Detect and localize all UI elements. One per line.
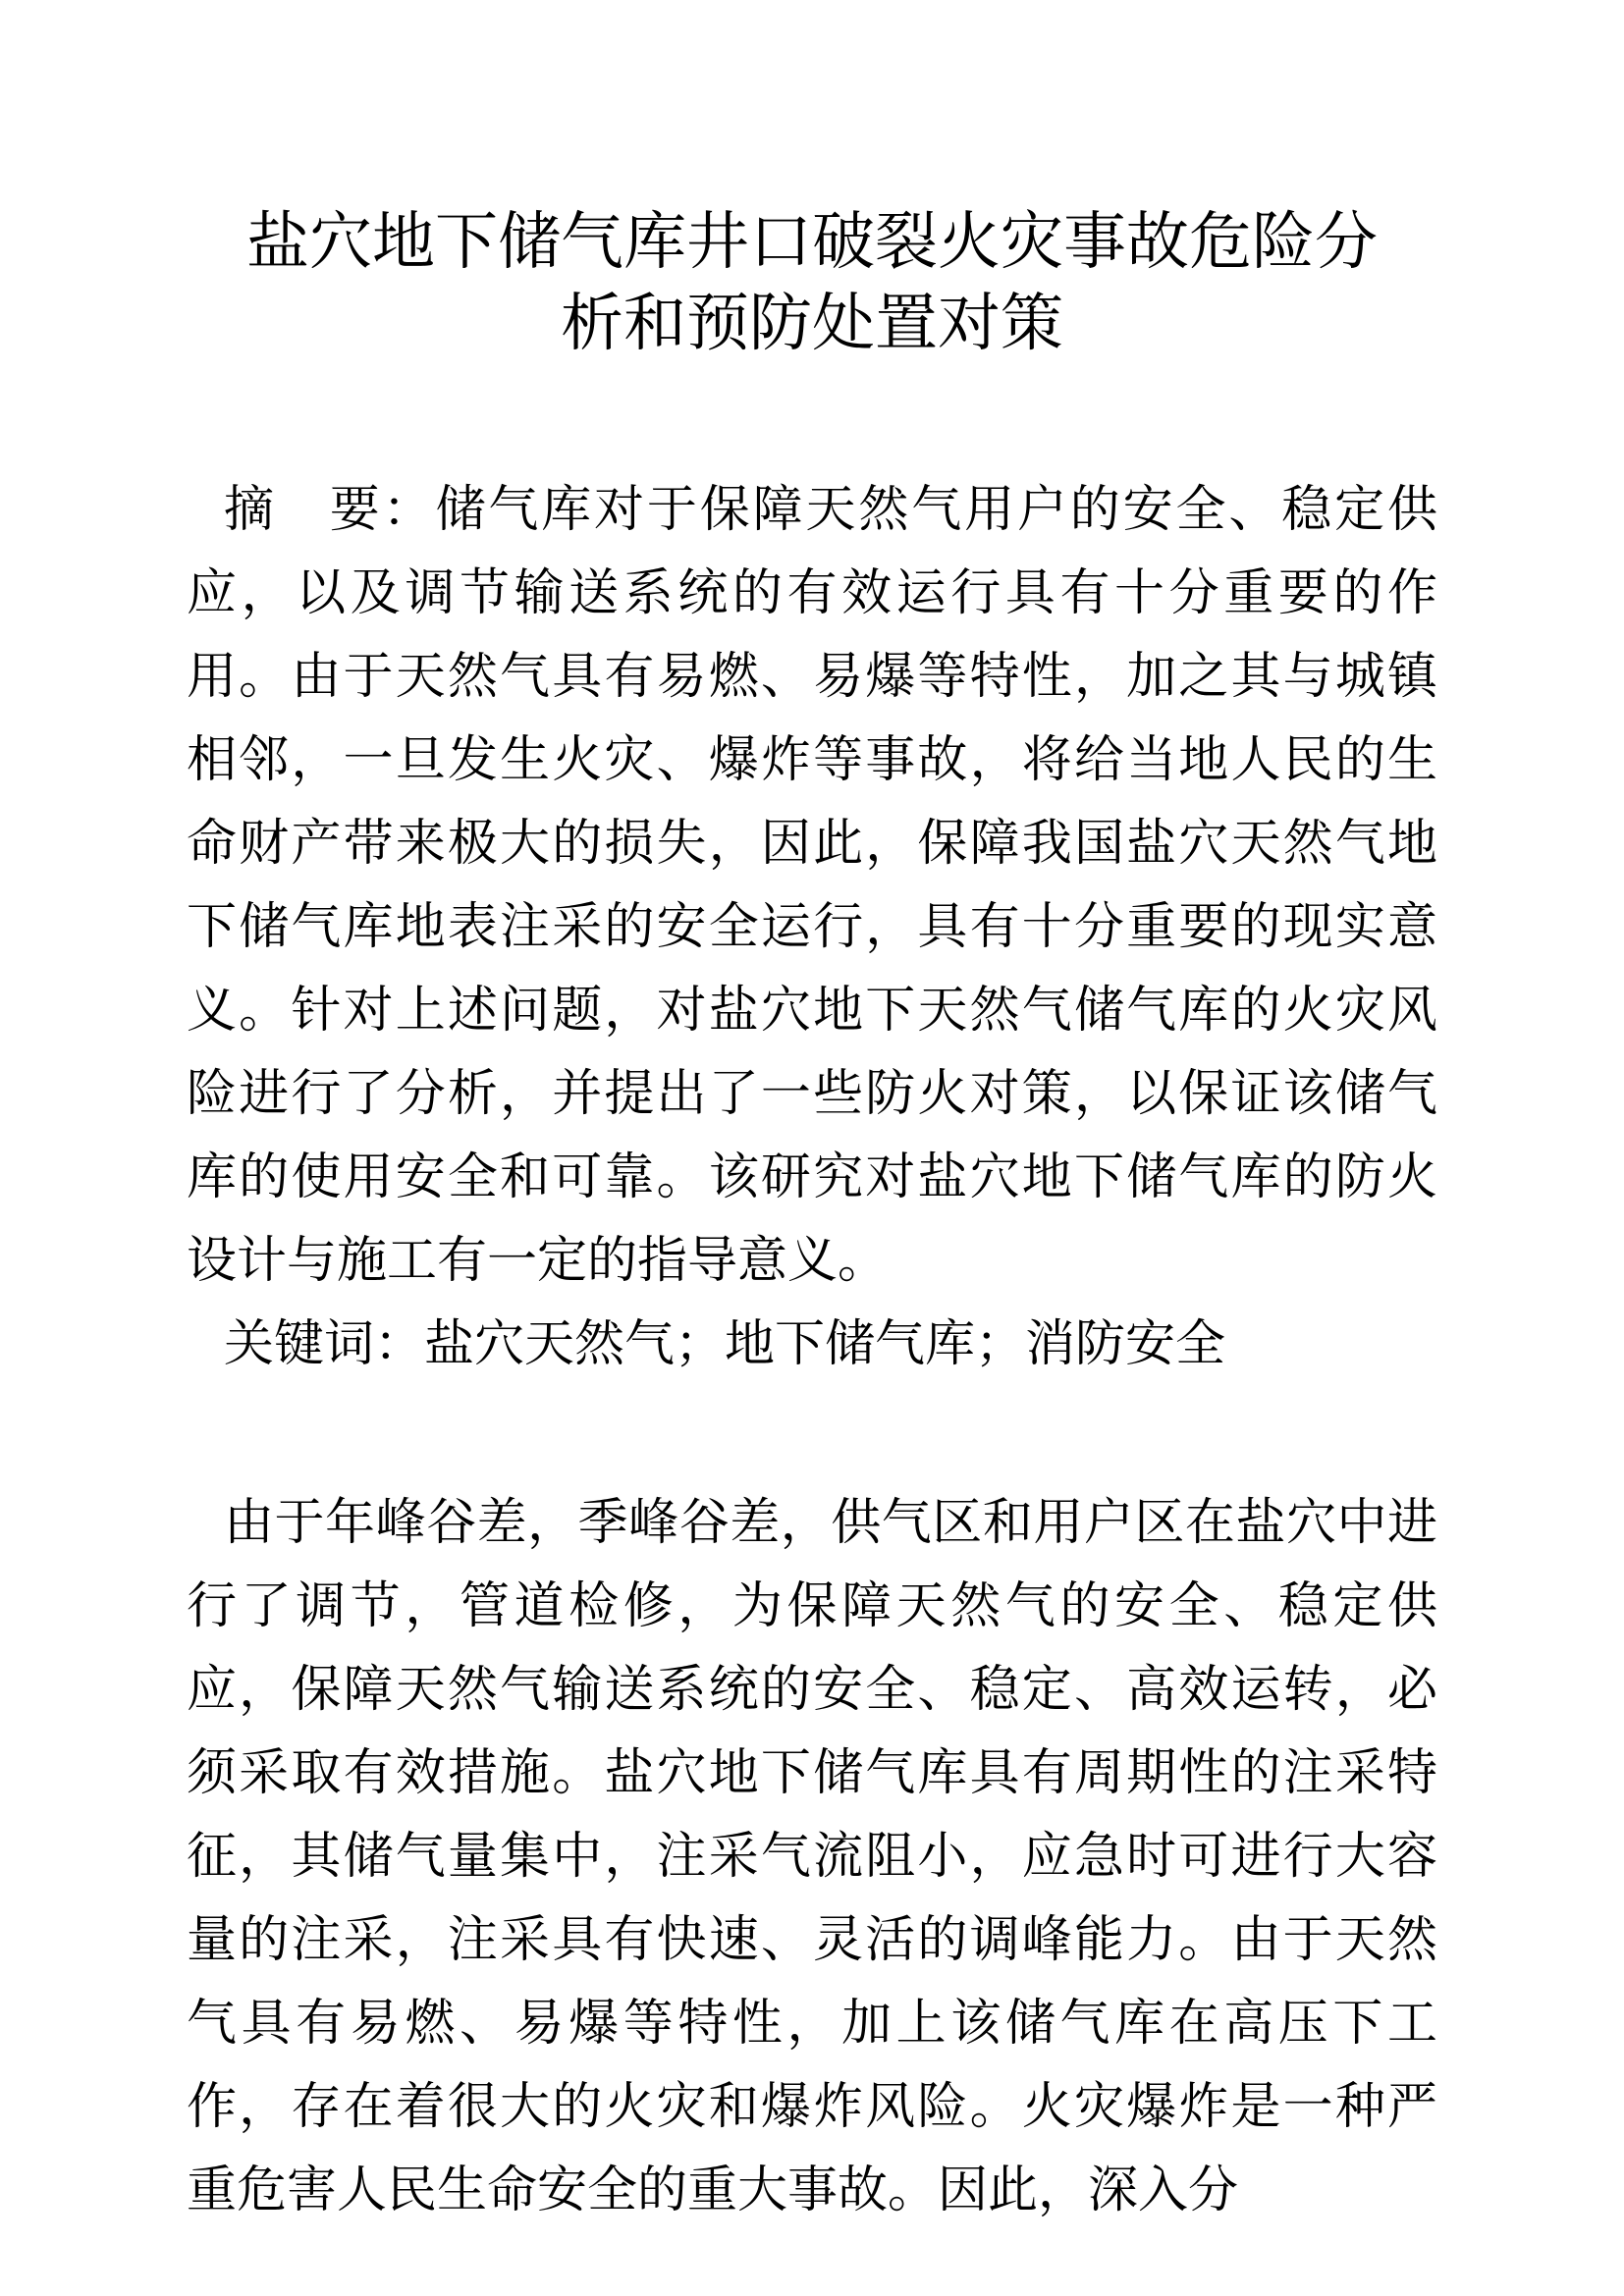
keywords-line: 关键词：盐穴天然气；地下储气库；消防安全 [224,1315,1226,1372]
document-title: 盐穴地下储气库井口破裂火灾事故危险分析和预防处置对策 [246,206,1378,359]
body-paragraph: 由于年峰谷差，季峰谷差，供气区和用户区在盐穴中进行了调节，管道检修，为保障天然气的安全、稳定供应，保障天然气输送系统的安全、稳定、高效运转，必须采取有效措施。盐穴地下储气库具有周期性的注采特征，其储气量集中，注采气流阻小，应急时可进行大容量的注采，注采具有快速、灵活的调峰能力。由于天然气具有易燃、易爆等特性，加上该储气库在高压下工作，存在着很大的火灾和爆炸风险。火灾爆炸是一种严重危害人民生命安全的重大事故。因此，深入分 [187,1494,1437,2218]
abstract-paragraph: 摘 要：储气库对于保障天然气用户的安全、稳定供应，以及调节输送系统的有效运行具有十分重要的作用。由于天然气具有易燃、易爆等特性，加之其与城镇相邻，一旦发生火灾、爆炸等事故，将给当地人民的生命财产带来极大的损失，因此，保障我国盐穴天然气地下储气库地表注采的安全运行，具有十分重要的现实意义。针对上述问题，对盐穴地下天然气储气库的火灾风险进行了分析，并提出了一些防火对策，以保证该储气库的使用安全和可靠。该研究对盐穴地下储气库的防火设计与施工有一定的指导意义。 [187,481,1437,1289]
